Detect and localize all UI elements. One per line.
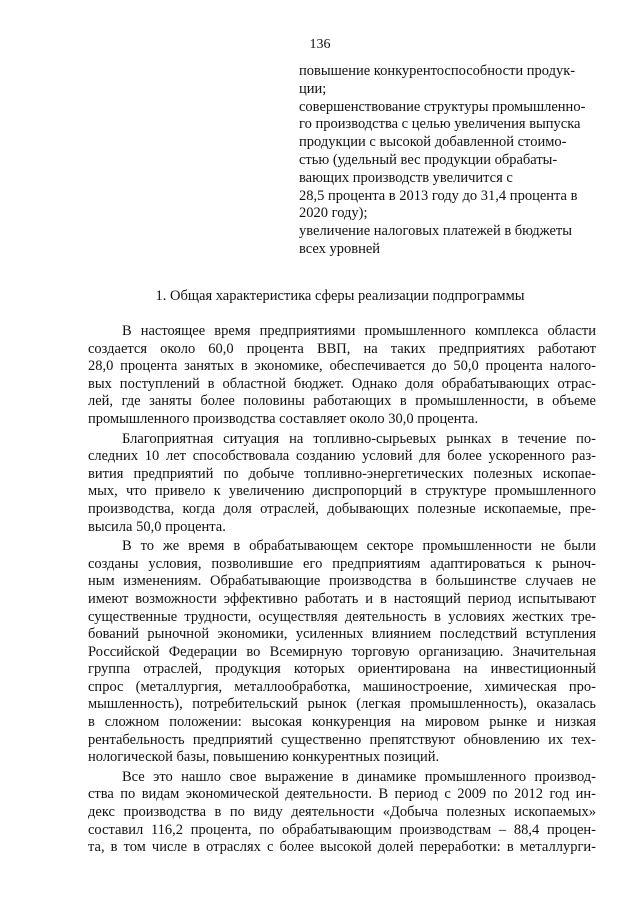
goals-list	[299, 63, 619, 259]
text-line: декс производства в по виду деятельности «Добыча полезных ископаемых»	[88, 804, 596, 821]
paragraph	[88, 431, 596, 537]
goals-line: продукции с высокой добавленной стоимо-	[299, 134, 567, 151]
text-line: промышленного производства составляет около 30,0 процента.	[88, 410, 479, 427]
paragraph	[88, 769, 596, 857]
paragraph	[88, 538, 596, 767]
text-line: составил 116,2 процента, по обрабатывающим производствам – 88,4 процен-	[88, 821, 596, 838]
goals-line: вающих производств увеличится с	[299, 169, 513, 186]
section-heading: 1. Общая характеристика сферы реализации подпрограммы	[155, 288, 525, 304]
goals-line: повышение конкурентоспособности продук-	[299, 63, 576, 79]
text-line: мых, что привело к увеличению диспропорций в структуре промышленного	[88, 483, 596, 500]
text-line: следних 10 лет способствовала созданию условий для более ускоренного раз-	[88, 448, 596, 465]
text-line: высила 50,0 процента.	[88, 518, 226, 535]
goals-line: всех уровней	[299, 240, 381, 257]
text-line: Российской Федерации во Всемирную торговую организацию. Значительная	[88, 643, 596, 660]
text-line: существенные трудности, осуществляя деятельность в условиях жестких тре-	[88, 608, 596, 625]
text-line: созданы условия, позволившие его предприятиям адаптироваться к рыноч-	[88, 555, 596, 572]
text-line: группа отраслей, продукция которых ориентирована на инвестиционный	[88, 661, 596, 678]
text-line: та, в том числе в отраслях с более высокой долей переработки: в металлурги-	[88, 839, 596, 856]
text-line: ства по видам экономической деятельности. В период с 2009 по 2012 год ин-	[88, 786, 596, 803]
text-line: рентабельность предприятий существенно препятствуют обновлению их тех-	[88, 731, 596, 748]
paragraph	[88, 323, 596, 429]
goals-line: 2020 году);	[299, 205, 368, 222]
goals-line: увеличение налоговых платежей в бюджеты	[299, 223, 573, 240]
goals-line: го производства с целью увеличения выпуска	[299, 116, 581, 133]
text-line: нологической базы, повышению конкурентных позиций.	[88, 749, 440, 766]
goals-line: совершенствование структуры промышленно-	[299, 98, 586, 115]
text-line: Благоприятная ситуация на топливно-сырьевых рынках в течение по-	[122, 430, 596, 447]
body-text	[88, 323, 596, 859]
text-line: В то же время в обрабатывающем секторе промышленности не были	[122, 538, 596, 555]
text-line: создается около 60,0 процента ВВП, на таких предприятиях работают	[88, 340, 596, 357]
text-line: спрос (металлургия, металлообработка, машиностроение, химическая про-	[88, 678, 596, 695]
goals-line: ции;	[299, 80, 327, 97]
text-line: лей, где заняты более половины работающих в промышленности, в объеме	[88, 393, 596, 410]
goals-line: стью (удельный вес продукции обрабаты-	[299, 151, 558, 168]
text-line: имеют возможности эффективно работать и в настоящий период испытывают	[88, 590, 596, 607]
text-line: производства, когда доля отраслей, добывающих полезные ископаемые, пре-	[88, 500, 596, 517]
text-line: в сложном положении: высокая конкуренция на мировом рынке и низкая	[88, 714, 596, 731]
page-number: 136	[309, 37, 331, 52]
text-line: Все это нашло свое выражение в динамике промышленного производ-	[122, 768, 596, 785]
goals-line: 28,5 процента в 2013 году до 31,4 процента в	[299, 187, 578, 204]
text-line: мышленность), потребительский рынок (легкая промышленность), оказалась	[88, 696, 596, 713]
text-line: ным изменениям. Обрабатывающие производства в большинстве случаев не	[88, 573, 596, 590]
text-line: В настоящее время предприятиями промышленного комплекса области	[122, 323, 596, 339]
text-line: бований рыночной экономики, усиленных влиянием последствий вступления	[88, 626, 596, 643]
text-line: 28,0 процента занятых в экономике, обеспечивается до 50,0 процента налого-	[88, 358, 596, 375]
text-line: вых поступлений в областной бюджет. Однако доля обрабатывающих отрас-	[88, 375, 596, 392]
text-line: вития предприятий по добыче топливно-энергетических полезных ископае-	[88, 465, 596, 482]
